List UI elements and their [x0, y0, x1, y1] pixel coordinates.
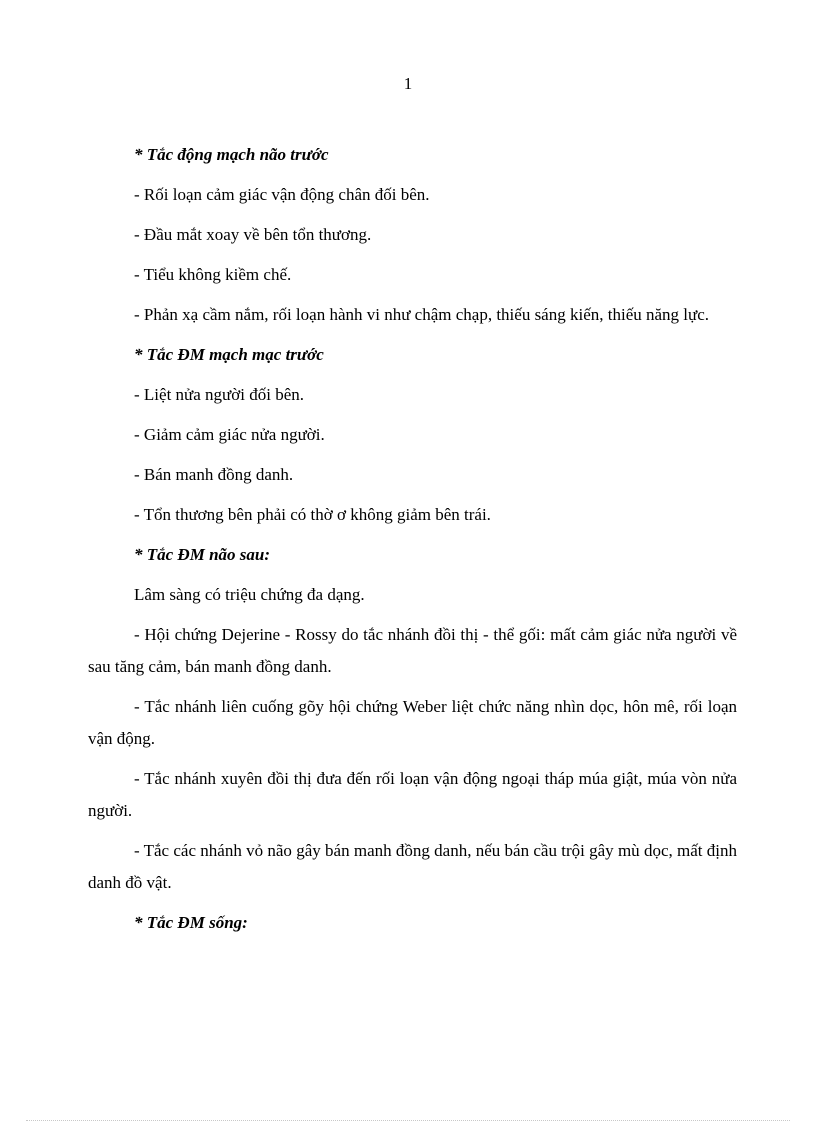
paragraph: - Tắc nhánh liên cuống gõy hội chứng Weber liệt chức năng nhìn dọc, hôn mê, rối loạn vận động.: [88, 697, 737, 748]
paragraph: - Tắc các nhánh vỏ não gây bán manh đồng danh, nếu bán cầu trội gây mù dọc, mất định danh đồ vật.: [88, 841, 737, 892]
section-heading: * Tắc ĐM mạch mạc trước: [134, 345, 324, 364]
page-bottom-divider: [26, 1120, 790, 1121]
paragraph: - Rối loạn cảm giác vận động chân đối bên.: [134, 185, 430, 204]
paragraph: Lâm sàng có triệu chứng đa dạng.: [134, 585, 365, 604]
section-heading: * Tắc ĐM não sau:: [134, 545, 271, 564]
paragraph: - Tổn thương bên phải có thờ ơ không giảm bên trái.: [134, 505, 491, 524]
paragraph: - Phản xạ cầm nắm, rối loạn hành vi như chậm chạp, thiếu sáng kiến, thiếu năng lực.: [134, 305, 710, 324]
paragraph: - Tiểu không kiềm chế.: [134, 265, 292, 284]
paragraph: - Đầu mắt xoay về bên tổn thương.: [134, 225, 372, 244]
paragraph: - Bán manh đồng danh.: [134, 465, 294, 484]
paragraph: - Tắc nhánh xuyên đồi thị đưa đến rối loạn vận động ngoại tháp múa giật, múa vòn nửa người.: [88, 769, 737, 820]
document-body: [88, 139, 737, 947]
paragraph: - Hội chứng Dejerine - Rossy do tắc nhánh đồi thị - thể gối: mất cảm giác nửa người về sau tăng cảm, bán manh đồng danh.: [88, 625, 737, 676]
paragraph: - Liệt nửa người đối bên.: [134, 385, 304, 404]
paragraph: - Giảm cảm giác nửa người.: [134, 425, 325, 444]
page-number: 1: [403, 74, 413, 93]
section-heading: * Tắc động mạch não trước: [134, 145, 329, 164]
section-heading: * Tắc ĐM sống:: [134, 913, 248, 932]
